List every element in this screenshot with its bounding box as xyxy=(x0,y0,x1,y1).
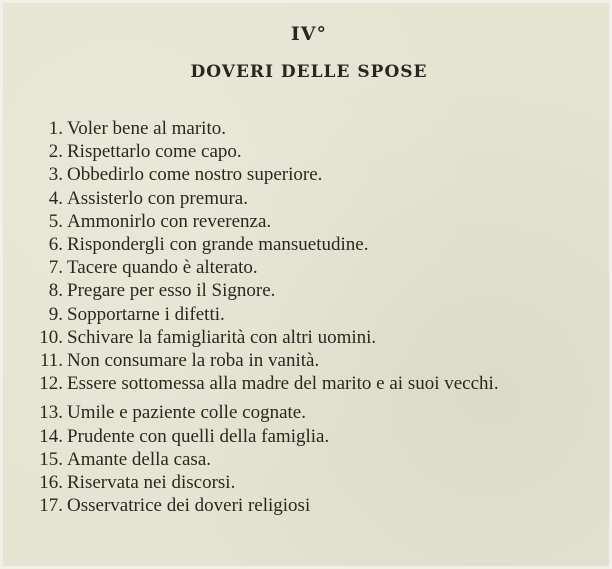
item-number: 8. xyxy=(48,280,63,302)
item-number: 15. xyxy=(39,448,63,470)
item-number: 14. xyxy=(39,425,63,447)
chapter-number: IV° xyxy=(290,23,328,45)
item-text: Tacere quando è alterato. xyxy=(67,257,258,279)
item-number: 1. xyxy=(48,118,63,139)
item-text: Prudente con quelli della famiglia. xyxy=(67,425,330,447)
item-number: 2. xyxy=(48,141,63,163)
list-item xyxy=(23,471,598,494)
list-item xyxy=(23,303,598,326)
duties-list xyxy=(23,117,598,517)
list-item xyxy=(23,256,598,279)
list-item xyxy=(23,117,598,140)
list-item xyxy=(23,187,598,210)
item-number: 4. xyxy=(48,187,63,209)
page-title: DOVERI DELLE SPOSE xyxy=(190,62,428,82)
item-text: Riservata nei discorsi. xyxy=(67,472,236,494)
item-number: 9. xyxy=(48,303,63,325)
list-item xyxy=(23,349,598,372)
item-number: 13. xyxy=(39,402,63,424)
item-text: Amante della casa. xyxy=(67,448,212,470)
item-text: Ammonirlo con reverenza. xyxy=(67,210,272,232)
list-item xyxy=(23,372,598,395)
item-text: Obbedirlo come nostro superiore. xyxy=(67,164,323,186)
list-item xyxy=(23,140,598,163)
item-number: 3. xyxy=(48,164,63,186)
list-item xyxy=(23,494,598,517)
item-text: Sopportarne i difetti. xyxy=(67,303,225,325)
list-item xyxy=(23,279,598,302)
list-item xyxy=(23,401,598,424)
item-number: 5. xyxy=(48,210,63,232)
list-item xyxy=(23,210,598,233)
item-number: 6. xyxy=(48,234,63,256)
item-number: 16. xyxy=(39,472,63,494)
item-text: Non consumare la roba in vanità. xyxy=(67,350,320,372)
item-text: Umile e paziente colle cognate. xyxy=(67,402,306,424)
item-number: 12. xyxy=(39,373,63,395)
item-text: Osservatrice dei doveri religiosi xyxy=(67,495,311,517)
list-item xyxy=(23,233,598,256)
item-text: Schivare la famigliarità con altri uomini. xyxy=(67,326,377,348)
item-text: Assisterlo con premura. xyxy=(67,187,248,209)
item-text: Pregare per esso il Signore. xyxy=(67,280,276,302)
list-item xyxy=(23,163,598,186)
item-text: Rispondergli con grande mansuetudine. xyxy=(67,234,369,256)
list-item xyxy=(23,448,598,471)
item-number: 11. xyxy=(39,350,63,372)
list-item xyxy=(23,425,598,448)
item-text: Essere sottomessa alla madre del marito e ai suoi vecchi. xyxy=(67,373,499,395)
item-text: Rispettarlo come capo. xyxy=(67,141,242,163)
item-number: 17. xyxy=(39,495,63,517)
item-number: 7. xyxy=(48,257,63,279)
item-text: Voler bene al marito. xyxy=(67,118,226,139)
list-item xyxy=(23,326,598,349)
item-number: 10. xyxy=(39,326,63,348)
